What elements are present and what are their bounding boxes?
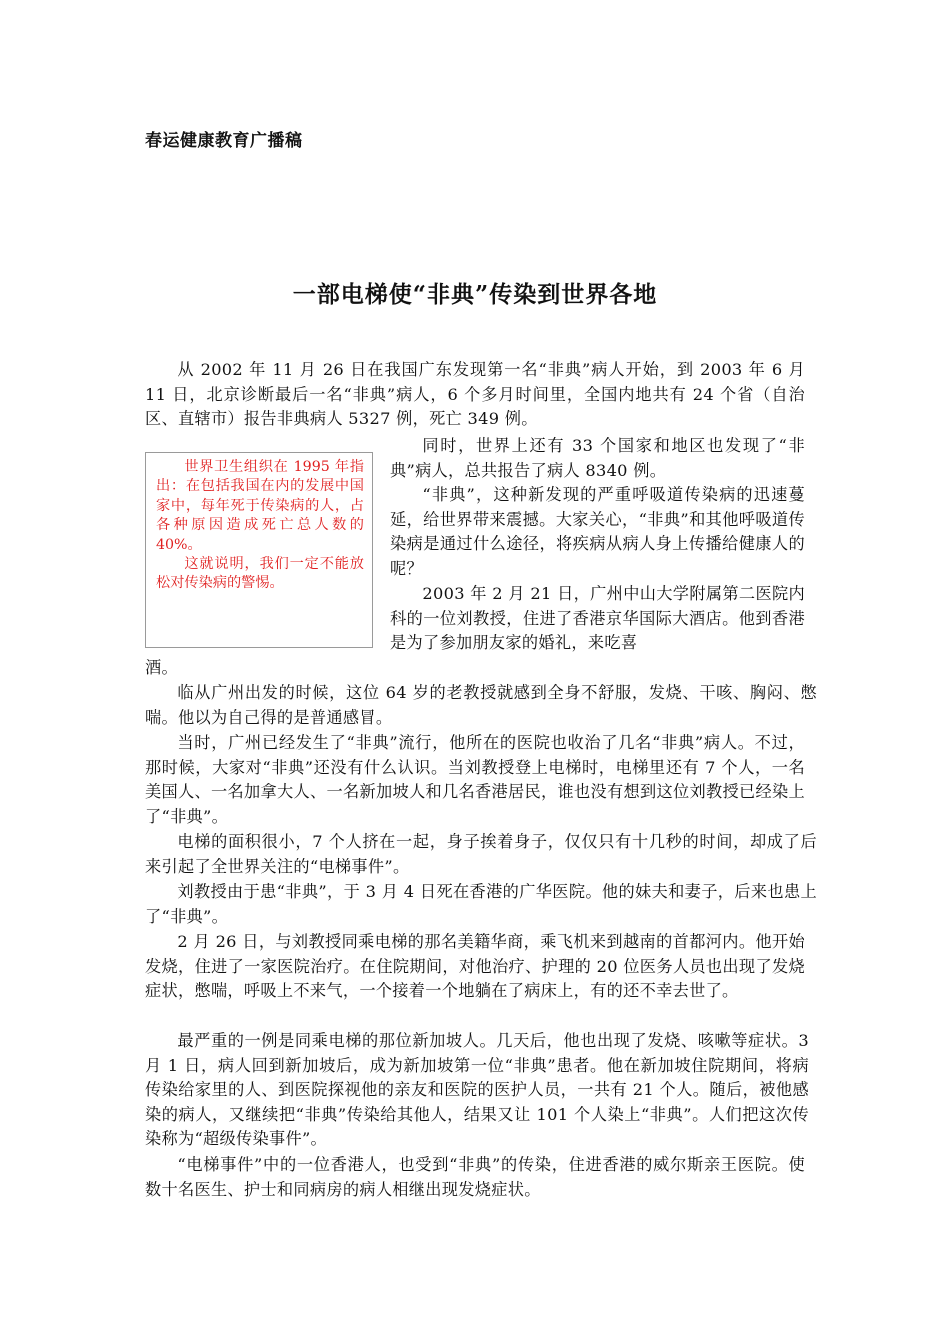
sidebar-text-1: 世界卫生组织在 1995 年指出：在包括我国在内的发展中国家中，每年死于传染病的人，占各种原因造成死亡总人数的 40%。 — [156, 459, 364, 553]
paragraph-5: 临从广州出发的时候，这位 64 岁的老教授就感到全身不舒服，发烧、干咳、胸闷、憋喘。他以为自己得的是普通感冒。 — [145, 683, 817, 727]
paragraph-9: 2 月 26 日，与刘教授同乘电梯的那名美籍华商，乘飞机来到越南的首都河内。他开始发烧，住进了一家医院治疗。在住院期间，对他治疗、护理的 20 位医务人员也出现了发烧症状，憋喘，呼吸上不来气，一个接着一个地躺在了病床上，有的还不幸去世了。 — [145, 932, 805, 1001]
paragraph-4: 2003 年 2 月 21 日，广州中山大学附属第二医院内科的一位刘教授，住进了香港京华国际大酒店。他到香港是为了参加朋友家的婚礼，来吃喜 — [390, 584, 805, 653]
paragraph-7: 电梯的面积很小，7 个人挤在一起，身子挨着身子，仅仅只有十几秒的时间，却成了后来引起了全世界关注的“电梯事件”。 — [145, 832, 817, 876]
paragraph-6: 当时，广州已经发生了“非典”流行，他所在的医院也收治了几名“非典”病人。不过，那时候，大家对“非典”还没有什么认识。当刘教授登上电梯时，电梯里还有 7 个人，一名美国人、一名加拿大人、一名新加坡人和几名香港居民，谁也没有想到这位刘教授已经染上了“非典”。 — [145, 733, 805, 826]
paragraph-2: 同时，世界上还有 33 个国家和地区也发现了“非典”病人，总共报告了病人 8340 例。 — [390, 436, 805, 480]
paragraph-10: 最严重的一例是同乘电梯的那位新加坡人。几天后，他也出现了发烧、咳嗽等症状。3 月 1 日，病人回到新加坡后，成为新加坡第一位“非典”患者。他在新加坡住院期间，将病传染给家里的人、到医院探视他的亲友和医院的医护人员，一共有 21 个人。随后，被他感染的病人，又继续把“非典”传染给其他人，结果又让 101 个人染上“非典”。人们把这次传染称为“超级传染事件”。 — [145, 1031, 809, 1149]
paragraph-11: “电梯事件”中的一位香港人，也受到“非典”的传染，住进香港的威尔斯亲王医院。使数十名医生、护士和同病房的病人相继出现发烧症状。 — [145, 1155, 805, 1199]
document-header: 春运健康教育广播稿 — [145, 131, 303, 151]
sidebar-text-2: 这就说明，我们一定不能放松对传染病的警惕。 — [156, 556, 364, 592]
sidebar-box — [145, 452, 373, 648]
paragraph-3: “非典”，这种新发现的严重呼吸道传染病的迅速蔓延，给世界带来震撼。大家关心，“非典”和其他呼吸道传染病是通过什么途径，将疾病从病人身上传播给健康人的呢？ — [390, 485, 805, 578]
paragraph-8: 刘教授由于患“非典”，于 3 月 4 日死在香港的广华医院。他的妹夫和妻子，后来也患上了“非典”。 — [145, 882, 817, 926]
paragraph-4-continued: 酒。 — [145, 658, 178, 677]
paragraph-1: 从 2002 年 11 月 26 日在我国广东发现第一名“非典”病人开始，到 2003 年 6 月 11 日，北京诊断最后一名“非典”病人，6 个多月时间里，全国内地共有 24 个省（自治区、直辖市）报告非典病人 5327 例，死亡 349 例。 — [145, 360, 805, 429]
article-title: 一部电梯使“非典”传染到世界各地 — [292, 281, 658, 308]
